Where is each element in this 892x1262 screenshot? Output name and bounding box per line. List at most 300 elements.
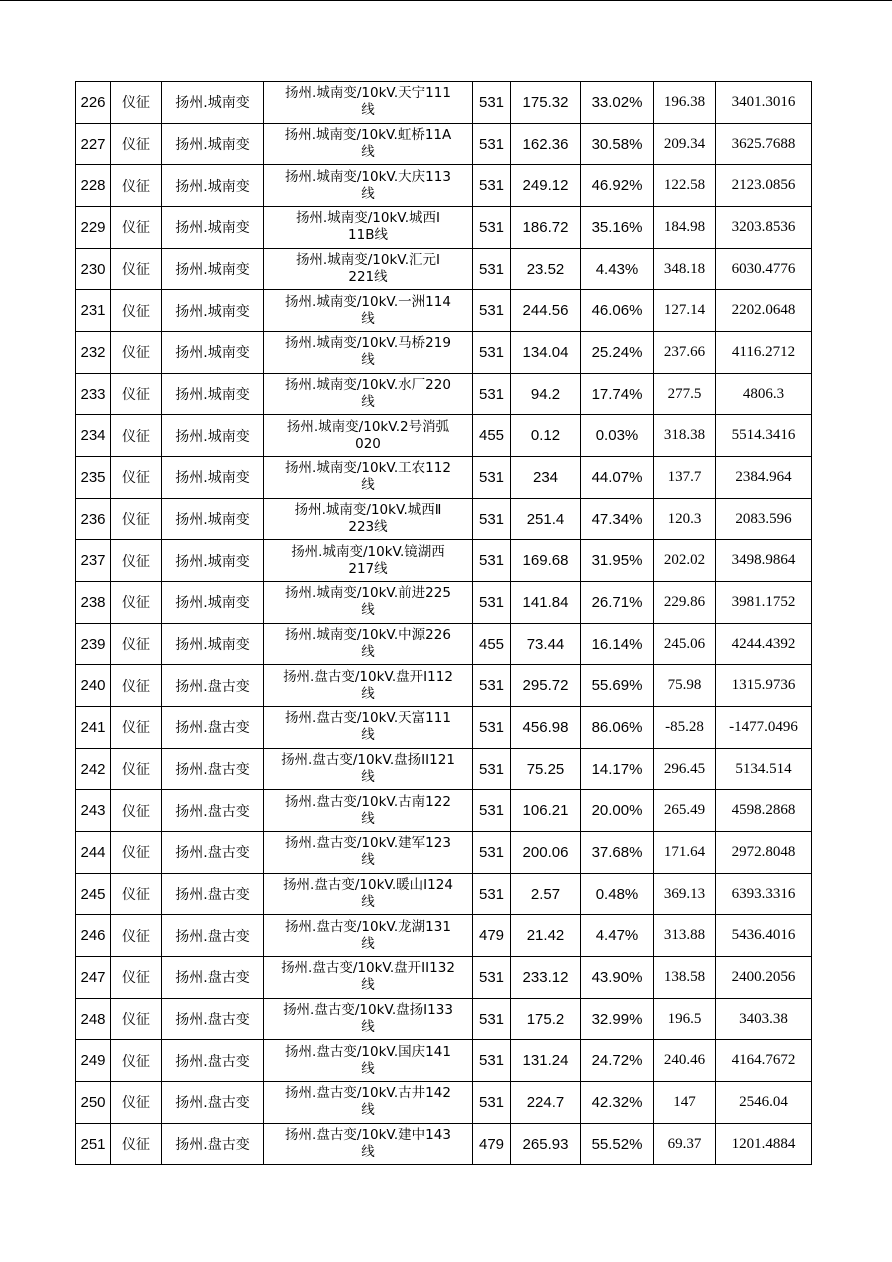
load-rate-cell: 30.58%: [581, 123, 654, 165]
value-cell: 4116.2712: [716, 332, 812, 374]
table-row: [76, 832, 812, 874]
capacity-cell: 531: [473, 1040, 511, 1082]
value-cell: 3498.9864: [716, 540, 812, 582]
margin-cell: 122.58: [654, 165, 716, 207]
county-cell: 仪征: [111, 332, 162, 374]
substation-cell: 扬州.盘古变: [162, 1082, 264, 1124]
feeder-line-name: 扬州.城南变/10kV.一洲114: [285, 293, 451, 310]
margin-cell: 296.45: [654, 748, 716, 790]
margin-cell: 196.38: [654, 82, 716, 124]
row-number-cell: 233: [76, 373, 111, 415]
load-rate-cell: 46.92%: [581, 165, 654, 207]
feeder-line-suffix: 线: [361, 477, 375, 494]
capacity-cell: 531: [473, 373, 511, 415]
county-cell: 仪征: [111, 1123, 162, 1165]
feeder-line-cell: [264, 457, 473, 499]
value-cell: 2400.2056: [716, 957, 812, 999]
row-number-cell: 241: [76, 707, 111, 749]
substation-cell: 扬州.盘古变: [162, 790, 264, 832]
feeder-line-suffix: 020: [355, 435, 381, 452]
feeder-line-cell: [264, 873, 473, 915]
substation-cell: 扬州.城南变: [162, 165, 264, 207]
load-cell: 162.36: [511, 123, 581, 165]
feeder-line-suffix: 221线: [348, 269, 388, 286]
value-cell: 6393.3316: [716, 873, 812, 915]
feeder-line-suffix: 线: [361, 185, 375, 202]
feeder-line-cell: [264, 665, 473, 707]
feeder-line-suffix: 线: [361, 977, 375, 994]
value-cell: 2083.596: [716, 498, 812, 540]
substation-cell: 扬州.盘古变: [162, 873, 264, 915]
row-number-cell: 236: [76, 498, 111, 540]
county-cell: 仪征: [111, 790, 162, 832]
margin-cell: 127.14: [654, 290, 716, 332]
feeder-line-cell: [264, 415, 473, 457]
county-cell: 仪征: [111, 1040, 162, 1082]
table-row: [76, 665, 812, 707]
load-cell: 175.2: [511, 998, 581, 1040]
substation-cell: 扬州.城南变: [162, 582, 264, 624]
feeder-line-suffix: 线: [361, 394, 375, 411]
table-row: [76, 873, 812, 915]
table-row: [76, 1082, 812, 1124]
capacity-cell: 531: [473, 123, 511, 165]
feeder-line-name: 扬州.盘古变/10kV.盘扬I133: [283, 1002, 453, 1019]
county-cell: 仪征: [111, 82, 162, 124]
row-number-cell: 235: [76, 457, 111, 499]
feeder-line-name: 扬州.盘古变/10kV.建军123: [285, 835, 451, 852]
feeder-line-name: 扬州.城南变/10kV.中源226: [285, 627, 451, 644]
margin-cell: 265.49: [654, 790, 716, 832]
margin-cell: 75.98: [654, 665, 716, 707]
feeder-line-name: 扬州.城南变/10kV.2号消弧: [286, 418, 450, 435]
table-row: [76, 498, 812, 540]
feeder-line-suffix: 线: [361, 852, 375, 869]
county-cell: 仪征: [111, 248, 162, 290]
capacity-cell: 531: [473, 582, 511, 624]
feeder-line-suffix: 217线: [348, 560, 388, 577]
table-body: [76, 82, 812, 1165]
feeder-line-suffix: 线: [361, 144, 375, 160]
margin-cell: -85.28: [654, 707, 716, 749]
load-cell: 21.42: [511, 915, 581, 957]
row-number-cell: 237: [76, 540, 111, 582]
feeder-line-name: 扬州.盘古变/10kV.暖山I124: [283, 877, 453, 894]
margin-cell: 184.98: [654, 207, 716, 249]
table-row: [76, 540, 812, 582]
margin-cell: 147: [654, 1082, 716, 1124]
load-cell: 94.2: [511, 373, 581, 415]
load-rate-cell: 17.74%: [581, 373, 654, 415]
load-rate-cell: 44.07%: [581, 457, 654, 499]
substation-cell: 扬州.城南变: [162, 248, 264, 290]
value-cell: 3403.38: [716, 998, 812, 1040]
county-cell: 仪征: [111, 1082, 162, 1124]
row-number-cell: 226: [76, 82, 111, 124]
table-row: [76, 207, 812, 249]
row-number-cell: 250: [76, 1082, 111, 1124]
feeder-line-suffix: 线: [361, 644, 375, 661]
substation-cell: 扬州.城南变: [162, 123, 264, 165]
value-cell: 4806.3: [716, 373, 812, 415]
substation-cell: 扬州.城南变: [162, 498, 264, 540]
table-row: [76, 332, 812, 374]
value-cell: 3401.3016: [716, 82, 812, 124]
feeder-line-cell: [264, 123, 473, 165]
margin-cell: 313.88: [654, 915, 716, 957]
table-row: [76, 123, 812, 165]
feeder-line-cell: [264, 832, 473, 874]
margin-cell: 229.86: [654, 582, 716, 624]
row-number-cell: 247: [76, 957, 111, 999]
substation-cell: 扬州.盘古变: [162, 1123, 264, 1165]
margin-cell: 348.18: [654, 248, 716, 290]
substation-cell: 扬州.城南变: [162, 82, 264, 124]
feeder-line-cell: [264, 290, 473, 332]
substation-cell: 扬州.城南变: [162, 415, 264, 457]
load-cell: 233.12: [511, 957, 581, 999]
feeder-line-suffix: 线: [361, 1060, 375, 1077]
feeder-line-name: 扬州.城南变/10kV.镜湖西: [291, 543, 445, 560]
row-number-cell: 251: [76, 1123, 111, 1165]
capacity-cell: 531: [473, 1082, 511, 1124]
load-rate-cell: 4.43%: [581, 248, 654, 290]
table-row: [76, 623, 812, 665]
table-row: [76, 998, 812, 1040]
load-cell: 249.12: [511, 165, 581, 207]
table-row: [76, 957, 812, 999]
feeder-line-name: 扬州.城南变/10kV.马桥219: [285, 335, 451, 352]
feeder-line-name: 扬州.城南变/10kV.大庆113: [285, 168, 451, 185]
row-number-cell: 227: [76, 123, 111, 165]
county-cell: 仪征: [111, 207, 162, 249]
value-cell: 1315.9736: [716, 665, 812, 707]
load-rate-cell: 14.17%: [581, 748, 654, 790]
table-row: [76, 415, 812, 457]
load-cell: 295.72: [511, 665, 581, 707]
feeder-line-name: 扬州.城南变/10kV.城西Ⅰ: [295, 210, 441, 227]
load-cell: 75.25: [511, 748, 581, 790]
capacity-cell: 531: [473, 248, 511, 290]
row-number-cell: 230: [76, 248, 111, 290]
feeder-line-name: 扬州.盘古变/10kV.盘开II132: [281, 960, 455, 977]
load-rate-cell: 47.34%: [581, 498, 654, 540]
load-cell: 0.12: [511, 415, 581, 457]
substation-cell: 扬州.盘古变: [162, 915, 264, 957]
county-cell: 仪征: [111, 707, 162, 749]
feeder-line-name: 扬州.城南变/10kV.虹桥11A: [284, 127, 452, 143]
feeder-line-cell: [264, 165, 473, 207]
value-cell: 3981.1752: [716, 582, 812, 624]
capacity-cell: 531: [473, 665, 511, 707]
capacity-cell: 531: [473, 707, 511, 749]
row-number-cell: 232: [76, 332, 111, 374]
margin-cell: 240.46: [654, 1040, 716, 1082]
substation-cell: 扬州.盘古变: [162, 707, 264, 749]
load-cell: 73.44: [511, 623, 581, 665]
feeder-line-name: 扬州.盘古变/10kV.盘扬II121: [281, 752, 455, 769]
row-number-cell: 229: [76, 207, 111, 249]
substation-cell: 扬州.城南变: [162, 623, 264, 665]
feeder-line-suffix: 线: [361, 810, 375, 827]
load-cell: 134.04: [511, 332, 581, 374]
load-rate-cell: 25.24%: [581, 332, 654, 374]
capacity-cell: 455: [473, 623, 511, 665]
load-cell: 169.68: [511, 540, 581, 582]
feeder-line-suffix: 线: [361, 935, 375, 952]
county-cell: 仪征: [111, 873, 162, 915]
load-cell: 2.57: [511, 873, 581, 915]
margin-cell: 277.5: [654, 373, 716, 415]
margin-cell: 245.06: [654, 623, 716, 665]
county-cell: 仪征: [111, 123, 162, 165]
margin-cell: 196.5: [654, 998, 716, 1040]
feeder-line-cell: [264, 82, 473, 124]
load-rate-cell: 16.14%: [581, 623, 654, 665]
value-cell: 2384.964: [716, 457, 812, 499]
substation-cell: 扬州.城南变: [162, 207, 264, 249]
county-cell: 仪征: [111, 373, 162, 415]
county-cell: 仪征: [111, 415, 162, 457]
row-number-cell: 246: [76, 915, 111, 957]
capacity-cell: 455: [473, 415, 511, 457]
feeder-line-name: 扬州.城南变/10kV.前进225: [285, 585, 451, 602]
row-number-cell: 228: [76, 165, 111, 207]
substation-cell: 扬州.盘古变: [162, 957, 264, 999]
feeder-line-suffix: 11B线: [348, 227, 388, 244]
load-rate-cell: 4.47%: [581, 915, 654, 957]
feeder-line-cell: [264, 207, 473, 249]
feeder-line-name: 扬州.盘古变/10kV.建中143: [285, 1127, 451, 1144]
margin-cell: 171.64: [654, 832, 716, 874]
margin-cell: 237.66: [654, 332, 716, 374]
capacity-cell: 531: [473, 873, 511, 915]
load-rate-cell: 0.48%: [581, 873, 654, 915]
county-cell: 仪征: [111, 998, 162, 1040]
load-cell: 456.98: [511, 707, 581, 749]
feeder-line-suffix: 线: [361, 1144, 375, 1161]
feeder-line-suffix: 线: [361, 1019, 375, 1036]
feeder-load-table: [75, 81, 812, 1165]
feeder-line-cell: [264, 707, 473, 749]
row-number-cell: 239: [76, 623, 111, 665]
capacity-cell: 531: [473, 165, 511, 207]
feeder-line-cell: [264, 373, 473, 415]
feeder-line-cell: [264, 623, 473, 665]
row-number-cell: 244: [76, 832, 111, 874]
load-rate-cell: 43.90%: [581, 957, 654, 999]
margin-cell: 318.38: [654, 415, 716, 457]
substation-cell: 扬州.盘古变: [162, 832, 264, 874]
load-cell: 106.21: [511, 790, 581, 832]
county-cell: 仪征: [111, 498, 162, 540]
table-row: [76, 1040, 812, 1082]
substation-cell: 扬州.盘古变: [162, 665, 264, 707]
feeder-line-suffix: 线: [361, 102, 375, 119]
county-cell: 仪征: [111, 623, 162, 665]
feeder-line-name: 扬州.盘古变/10kV.国庆141: [285, 1043, 451, 1060]
county-cell: 仪征: [111, 290, 162, 332]
capacity-cell: 531: [473, 332, 511, 374]
value-cell: 4598.2868: [716, 790, 812, 832]
table-row: [76, 373, 812, 415]
load-cell: 186.72: [511, 207, 581, 249]
feeder-line-name: 扬州.城南变/10kV.城西Ⅱ: [294, 502, 442, 519]
load-rate-cell: 20.00%: [581, 790, 654, 832]
feeder-line-cell: [264, 915, 473, 957]
value-cell: 6030.4776: [716, 248, 812, 290]
substation-cell: 扬州.城南变: [162, 332, 264, 374]
county-cell: 仪征: [111, 540, 162, 582]
capacity-cell: 531: [473, 290, 511, 332]
feeder-line-cell: [264, 332, 473, 374]
feeder-line-suffix: 线: [361, 310, 375, 327]
substation-cell: 扬州.盘古变: [162, 998, 264, 1040]
capacity-cell: 531: [473, 457, 511, 499]
feeder-line-cell: [264, 1123, 473, 1165]
load-cell: 141.84: [511, 582, 581, 624]
feeder-line-cell: [264, 540, 473, 582]
row-number-cell: 245: [76, 873, 111, 915]
page-top-rule: [0, 0, 892, 1]
load-cell: 251.4: [511, 498, 581, 540]
margin-cell: 137.7: [654, 457, 716, 499]
feeder-line-suffix: 线: [361, 685, 375, 702]
capacity-cell: 531: [473, 957, 511, 999]
row-number-cell: 238: [76, 582, 111, 624]
feeder-line-name: 扬州.盘古变/10kV.古井142: [285, 1085, 451, 1102]
feeder-line-suffix: 线: [361, 727, 375, 744]
feeder-line-name: 扬州.盘古变/10kV.天富111: [285, 710, 451, 727]
table-row: [76, 707, 812, 749]
load-cell: 224.7: [511, 1082, 581, 1124]
load-rate-cell: 37.68%: [581, 832, 654, 874]
feeder-line-cell: [264, 1040, 473, 1082]
capacity-cell: 531: [473, 832, 511, 874]
value-cell: 5134.514: [716, 748, 812, 790]
value-cell: -1477.0496: [716, 707, 812, 749]
load-rate-cell: 31.95%: [581, 540, 654, 582]
table-row: [76, 748, 812, 790]
value-cell: 5436.4016: [716, 915, 812, 957]
row-number-cell: 249: [76, 1040, 111, 1082]
substation-cell: 扬州.盘古变: [162, 748, 264, 790]
value-cell: 2202.0648: [716, 290, 812, 332]
margin-cell: 69.37: [654, 1123, 716, 1165]
row-number-cell: 240: [76, 665, 111, 707]
feeder-line-cell: [264, 1082, 473, 1124]
county-cell: 仪征: [111, 665, 162, 707]
county-cell: 仪征: [111, 457, 162, 499]
substation-cell: 扬州.城南变: [162, 457, 264, 499]
row-number-cell: 242: [76, 748, 111, 790]
capacity-cell: 531: [473, 790, 511, 832]
feeder-line-suffix: 线: [361, 352, 375, 369]
load-cell: 23.52: [511, 248, 581, 290]
load-rate-cell: 46.06%: [581, 290, 654, 332]
county-cell: 仪征: [111, 165, 162, 207]
table-row: [76, 82, 812, 124]
load-cell: 265.93: [511, 1123, 581, 1165]
value-cell: 2123.0856: [716, 165, 812, 207]
load-cell: 175.32: [511, 82, 581, 124]
margin-cell: 138.58: [654, 957, 716, 999]
value-cell: 3203.8536: [716, 207, 812, 249]
load-cell: 131.24: [511, 1040, 581, 1082]
county-cell: 仪征: [111, 832, 162, 874]
value-cell: 4244.4392: [716, 623, 812, 665]
capacity-cell: 531: [473, 82, 511, 124]
margin-cell: 369.13: [654, 873, 716, 915]
margin-cell: 202.02: [654, 540, 716, 582]
feeder-line-cell: [264, 582, 473, 624]
table-row: [76, 790, 812, 832]
load-rate-cell: 26.71%: [581, 582, 654, 624]
feeder-line-name: 扬州.城南变/10kV.工农112: [285, 460, 451, 477]
substation-cell: 扬州.城南变: [162, 290, 264, 332]
load-cell: 234: [511, 457, 581, 499]
row-number-cell: 243: [76, 790, 111, 832]
county-cell: 仪征: [111, 748, 162, 790]
table-row: [76, 1123, 812, 1165]
load-cell: 200.06: [511, 832, 581, 874]
feeder-line-cell: [264, 998, 473, 1040]
feeder-line-cell: [264, 748, 473, 790]
capacity-cell: 531: [473, 748, 511, 790]
capacity-cell: 531: [473, 207, 511, 249]
capacity-cell: 531: [473, 998, 511, 1040]
table-row: [76, 165, 812, 207]
load-rate-cell: 42.32%: [581, 1082, 654, 1124]
load-rate-cell: 0.03%: [581, 415, 654, 457]
feeder-line-name: 扬州.城南变/10kV.天宁111: [285, 85, 451, 102]
feeder-line-suffix: 线: [361, 894, 375, 911]
row-number-cell: 248: [76, 998, 111, 1040]
county-cell: 仪征: [111, 582, 162, 624]
feeder-line-suffix: 线: [361, 769, 375, 786]
feeder-line-suffix: 线: [361, 1102, 375, 1119]
capacity-cell: 531: [473, 540, 511, 582]
load-rate-cell: 86.06%: [581, 707, 654, 749]
margin-cell: 120.3: [654, 498, 716, 540]
feeder-line-cell: [264, 248, 473, 290]
value-cell: 2972.8048: [716, 832, 812, 874]
feeder-line-suffix: 223线: [348, 519, 388, 536]
feeder-line-name: 扬州.城南变/10kV.水厂220: [285, 377, 451, 394]
feeder-line-name: 扬州.城南变/10kV.汇元Ⅰ: [295, 252, 441, 269]
county-cell: 仪征: [111, 915, 162, 957]
load-rate-cell: 55.69%: [581, 665, 654, 707]
feeder-line-cell: [264, 498, 473, 540]
table-row: [76, 248, 812, 290]
capacity-cell: 479: [473, 1123, 511, 1165]
feeder-line-name: 扬州.盘古变/10kV.盘开I112: [283, 668, 453, 685]
load-rate-cell: 35.16%: [581, 207, 654, 249]
capacity-cell: 479: [473, 915, 511, 957]
substation-cell: 扬州.城南变: [162, 373, 264, 415]
load-rate-cell: 24.72%: [581, 1040, 654, 1082]
value-cell: 5514.3416: [716, 415, 812, 457]
feeder-line-cell: [264, 957, 473, 999]
value-cell: 4164.7672: [716, 1040, 812, 1082]
value-cell: 2546.04: [716, 1082, 812, 1124]
row-number-cell: 234: [76, 415, 111, 457]
substation-cell: 扬州.城南变: [162, 540, 264, 582]
table-row: [76, 582, 812, 624]
row-number-cell: 231: [76, 290, 111, 332]
load-rate-cell: 32.99%: [581, 998, 654, 1040]
margin-cell: 209.34: [654, 123, 716, 165]
